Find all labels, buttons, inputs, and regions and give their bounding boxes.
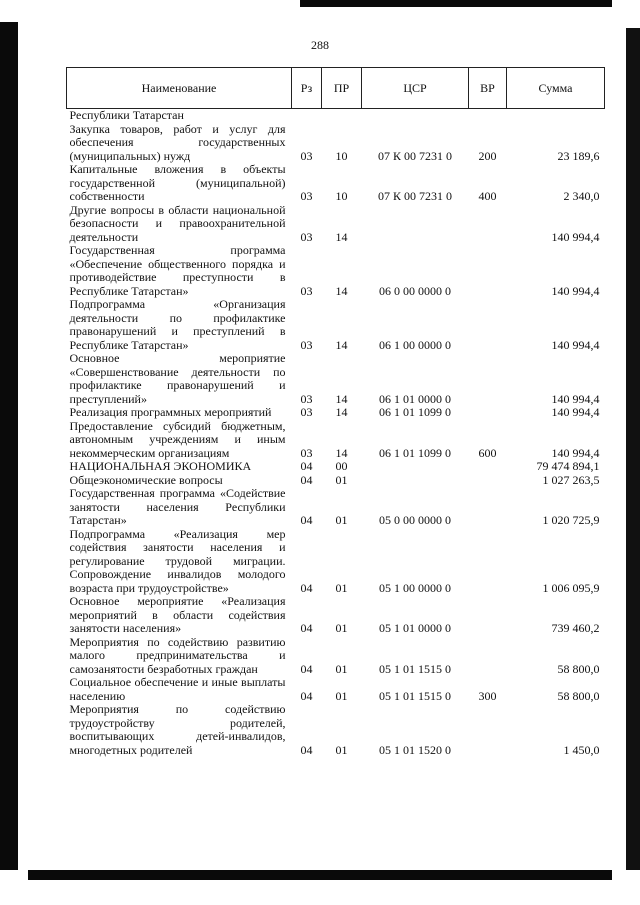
row-vr xyxy=(469,595,507,636)
header-sum: Сумма xyxy=(507,68,605,109)
row-csr: 07 К 00 7231 0 xyxy=(377,148,452,163)
row-rz: 04 xyxy=(300,472,313,487)
row-name: Основное мероприятие «Реализация мероприятий в области содействия занятости населения» xyxy=(69,594,286,635)
row-vr xyxy=(469,636,507,677)
table-row xyxy=(67,109,605,123)
table-row xyxy=(67,352,605,406)
row-rz: 03 xyxy=(300,405,313,419)
table-row xyxy=(67,244,605,298)
row-pr: 14 xyxy=(335,405,348,419)
header-vr: ВР xyxy=(469,68,507,109)
row-name: НАЦИОНАЛЬНАЯ ЭКОНОМИКА xyxy=(69,459,252,473)
table-row xyxy=(67,487,605,528)
table-row xyxy=(67,163,605,204)
row-vr xyxy=(469,460,507,474)
row-name: Капитальные вложения в объекты государственной (муниципальной) собственности xyxy=(69,162,286,203)
row-rz: 04 xyxy=(300,621,313,635)
table-row xyxy=(67,528,605,596)
header-rz: Рз xyxy=(292,68,322,109)
row-vr xyxy=(469,244,507,298)
row-csr: 05 1 01 1515 0 xyxy=(379,661,451,676)
row-rz: 03 xyxy=(300,148,313,163)
row-sum: 739 460,2 xyxy=(551,621,600,635)
row-pr: 00 xyxy=(335,459,348,473)
row-csr: 06 1 01 1099 0 xyxy=(379,445,451,460)
row-vr xyxy=(469,406,507,420)
row-csr xyxy=(362,109,469,123)
row-vr xyxy=(469,528,507,596)
row-pr: 14 xyxy=(335,445,348,460)
row-name: Подпрограмма «Реализация мер содействия занятости населения и регулирование трудовой миграции. Сопровождение инвалидов молодого возраста при трудоустройстве» xyxy=(69,526,286,595)
header-csr: ЦСР xyxy=(362,68,469,109)
row-name: Государственная программа «Содействие занятости населения Республики Татарстан» xyxy=(69,486,286,527)
row-vr xyxy=(469,298,507,352)
row-vr xyxy=(469,352,507,406)
scan-edge-bottom xyxy=(28,870,612,880)
page-number: 288 xyxy=(311,38,329,52)
row-sum xyxy=(507,109,605,123)
row-name: Подпрограмма «Организация деятельности по профилактике правонарушений и преступлений в Республике Татарстан» xyxy=(69,297,286,352)
row-sum: 79 474 894,1 xyxy=(536,459,600,473)
row-vr xyxy=(469,204,507,245)
row-csr: 05 1 00 0000 0 xyxy=(379,580,451,595)
row-vr: 400 xyxy=(478,189,497,203)
row-name: Республики Татарстан xyxy=(69,108,184,122)
row-rz xyxy=(292,109,322,123)
row-rz: 04 xyxy=(300,661,313,676)
row-sum: 140 994,4 xyxy=(551,445,600,460)
row-vr xyxy=(469,474,507,488)
row-csr: 05 1 01 1515 0 xyxy=(379,688,451,703)
scan-edge-left xyxy=(0,22,18,870)
row-csr: 06 1 01 1099 0 xyxy=(379,405,451,419)
row-rz: 04 xyxy=(300,513,313,527)
row-sum: 140 994,4 xyxy=(551,283,600,298)
row-rz: 04 xyxy=(300,688,313,703)
scan-edge-right xyxy=(626,28,640,870)
row-rz: 03 xyxy=(300,189,313,203)
row-sum: 58 800,0 xyxy=(557,661,600,676)
row-sum: 140 994,4 xyxy=(551,405,600,419)
budget-table xyxy=(66,67,605,757)
table-row xyxy=(67,636,605,677)
row-sum: 23 189,6 xyxy=(557,148,600,163)
table-row xyxy=(67,420,605,461)
row-name: Государственная программа «Обеспечение общественного порядка и противодействие преступности в Республике Татарстан» xyxy=(69,243,286,298)
row-pr: 01 xyxy=(335,472,348,487)
row-rz: 03 xyxy=(300,283,313,298)
row-sum: 1 450,0 xyxy=(563,742,600,757)
row-rz: 03 xyxy=(300,337,313,352)
table-row xyxy=(67,123,605,164)
row-pr: 01 xyxy=(335,661,348,676)
row-pr: 14 xyxy=(335,229,348,244)
row-csr xyxy=(362,460,469,474)
row-pr: 14 xyxy=(335,283,348,298)
row-sum: 2 340,0 xyxy=(563,189,600,203)
row-name: Другие вопросы в области национальной безопасности и правоохранительной деятельности xyxy=(69,202,286,244)
table-row xyxy=(67,474,605,488)
row-name: Мероприятия по содействию развитию малого предпринимательства и самозанятости безработных граждан xyxy=(69,634,286,676)
row-sum: 1 027 263,5 xyxy=(542,472,600,487)
header-pr: ПР xyxy=(322,68,362,109)
row-rz: 03 xyxy=(300,445,313,460)
row-name: Социальное обеспечение и иные выплаты населению xyxy=(69,675,286,703)
row-rz: 04 xyxy=(300,459,313,473)
row-sum: 140 994,4 xyxy=(551,229,600,244)
row-csr xyxy=(362,474,469,488)
row-pr: 01 xyxy=(335,742,348,757)
scan-edge-top xyxy=(300,0,612,7)
row-csr: 06 1 01 0000 0 xyxy=(379,391,451,406)
table-body xyxy=(67,109,605,758)
row-rz: 04 xyxy=(300,580,313,595)
row-rz: 03 xyxy=(300,391,313,406)
row-pr xyxy=(322,109,362,123)
row-csr: 07 К 00 7231 0 xyxy=(377,189,452,203)
row-name: Предоставление субсидий бюджетным, автономным учреждениям и иным некоммерческим организациям xyxy=(69,418,286,460)
row-pr: 14 xyxy=(335,391,348,406)
row-pr: 14 xyxy=(335,337,348,352)
row-sum: 58 800,0 xyxy=(557,688,600,703)
table-header-row xyxy=(67,68,605,109)
row-pr: 01 xyxy=(335,513,348,527)
row-sum: 140 994,4 xyxy=(551,391,600,406)
row-name: Реализация программных мероприятий xyxy=(69,405,272,419)
row-name: Закупка товаров, работ и услуг для обеспечения государственных (муниципальных) нужд xyxy=(69,121,286,163)
row-sum: 1 006 095,9 xyxy=(542,580,600,595)
row-name: Основное мероприятие «Совершенствование деятельности по профилактике правонарушений и преступлений» xyxy=(69,351,286,406)
row-vr xyxy=(469,703,507,757)
row-pr: 01 xyxy=(335,688,348,703)
row-csr: 05 1 01 0000 0 xyxy=(379,621,451,635)
row-vr xyxy=(469,487,507,528)
row-csr: 05 1 01 1520 0 xyxy=(379,742,451,757)
row-csr: 05 0 00 0000 0 xyxy=(379,513,451,527)
row-sum: 140 994,4 xyxy=(551,337,600,352)
row-csr: 06 1 00 0000 0 xyxy=(379,337,451,352)
table-row xyxy=(67,298,605,352)
row-sum: 1 020 725,9 xyxy=(542,513,600,527)
table-row xyxy=(67,595,605,636)
row-name: Общеэкономические вопросы xyxy=(69,472,223,487)
row-pr: 10 xyxy=(335,148,348,163)
row-vr: 300 xyxy=(478,688,497,703)
table-row xyxy=(67,703,605,757)
row-rz: 03 xyxy=(300,229,313,244)
row-vr: 200 xyxy=(478,148,497,163)
row-vr: 600 xyxy=(478,445,497,460)
header-name: Наименование xyxy=(67,68,292,109)
table-row xyxy=(67,460,605,474)
row-name: Мероприятия по содействию трудоустройству родителей, воспитывающих детей-инвалидов, многодетных родителей xyxy=(69,702,286,757)
row-csr xyxy=(362,204,469,245)
row-pr: 01 xyxy=(335,621,348,635)
row-vr xyxy=(469,109,507,123)
row-csr: 06 0 00 0000 0 xyxy=(379,283,451,298)
table-row xyxy=(67,406,605,420)
row-pr: 10 xyxy=(335,189,348,203)
table-row xyxy=(67,204,605,245)
table-row xyxy=(67,676,605,703)
row-pr: 01 xyxy=(335,580,348,595)
row-rz: 04 xyxy=(300,742,313,757)
